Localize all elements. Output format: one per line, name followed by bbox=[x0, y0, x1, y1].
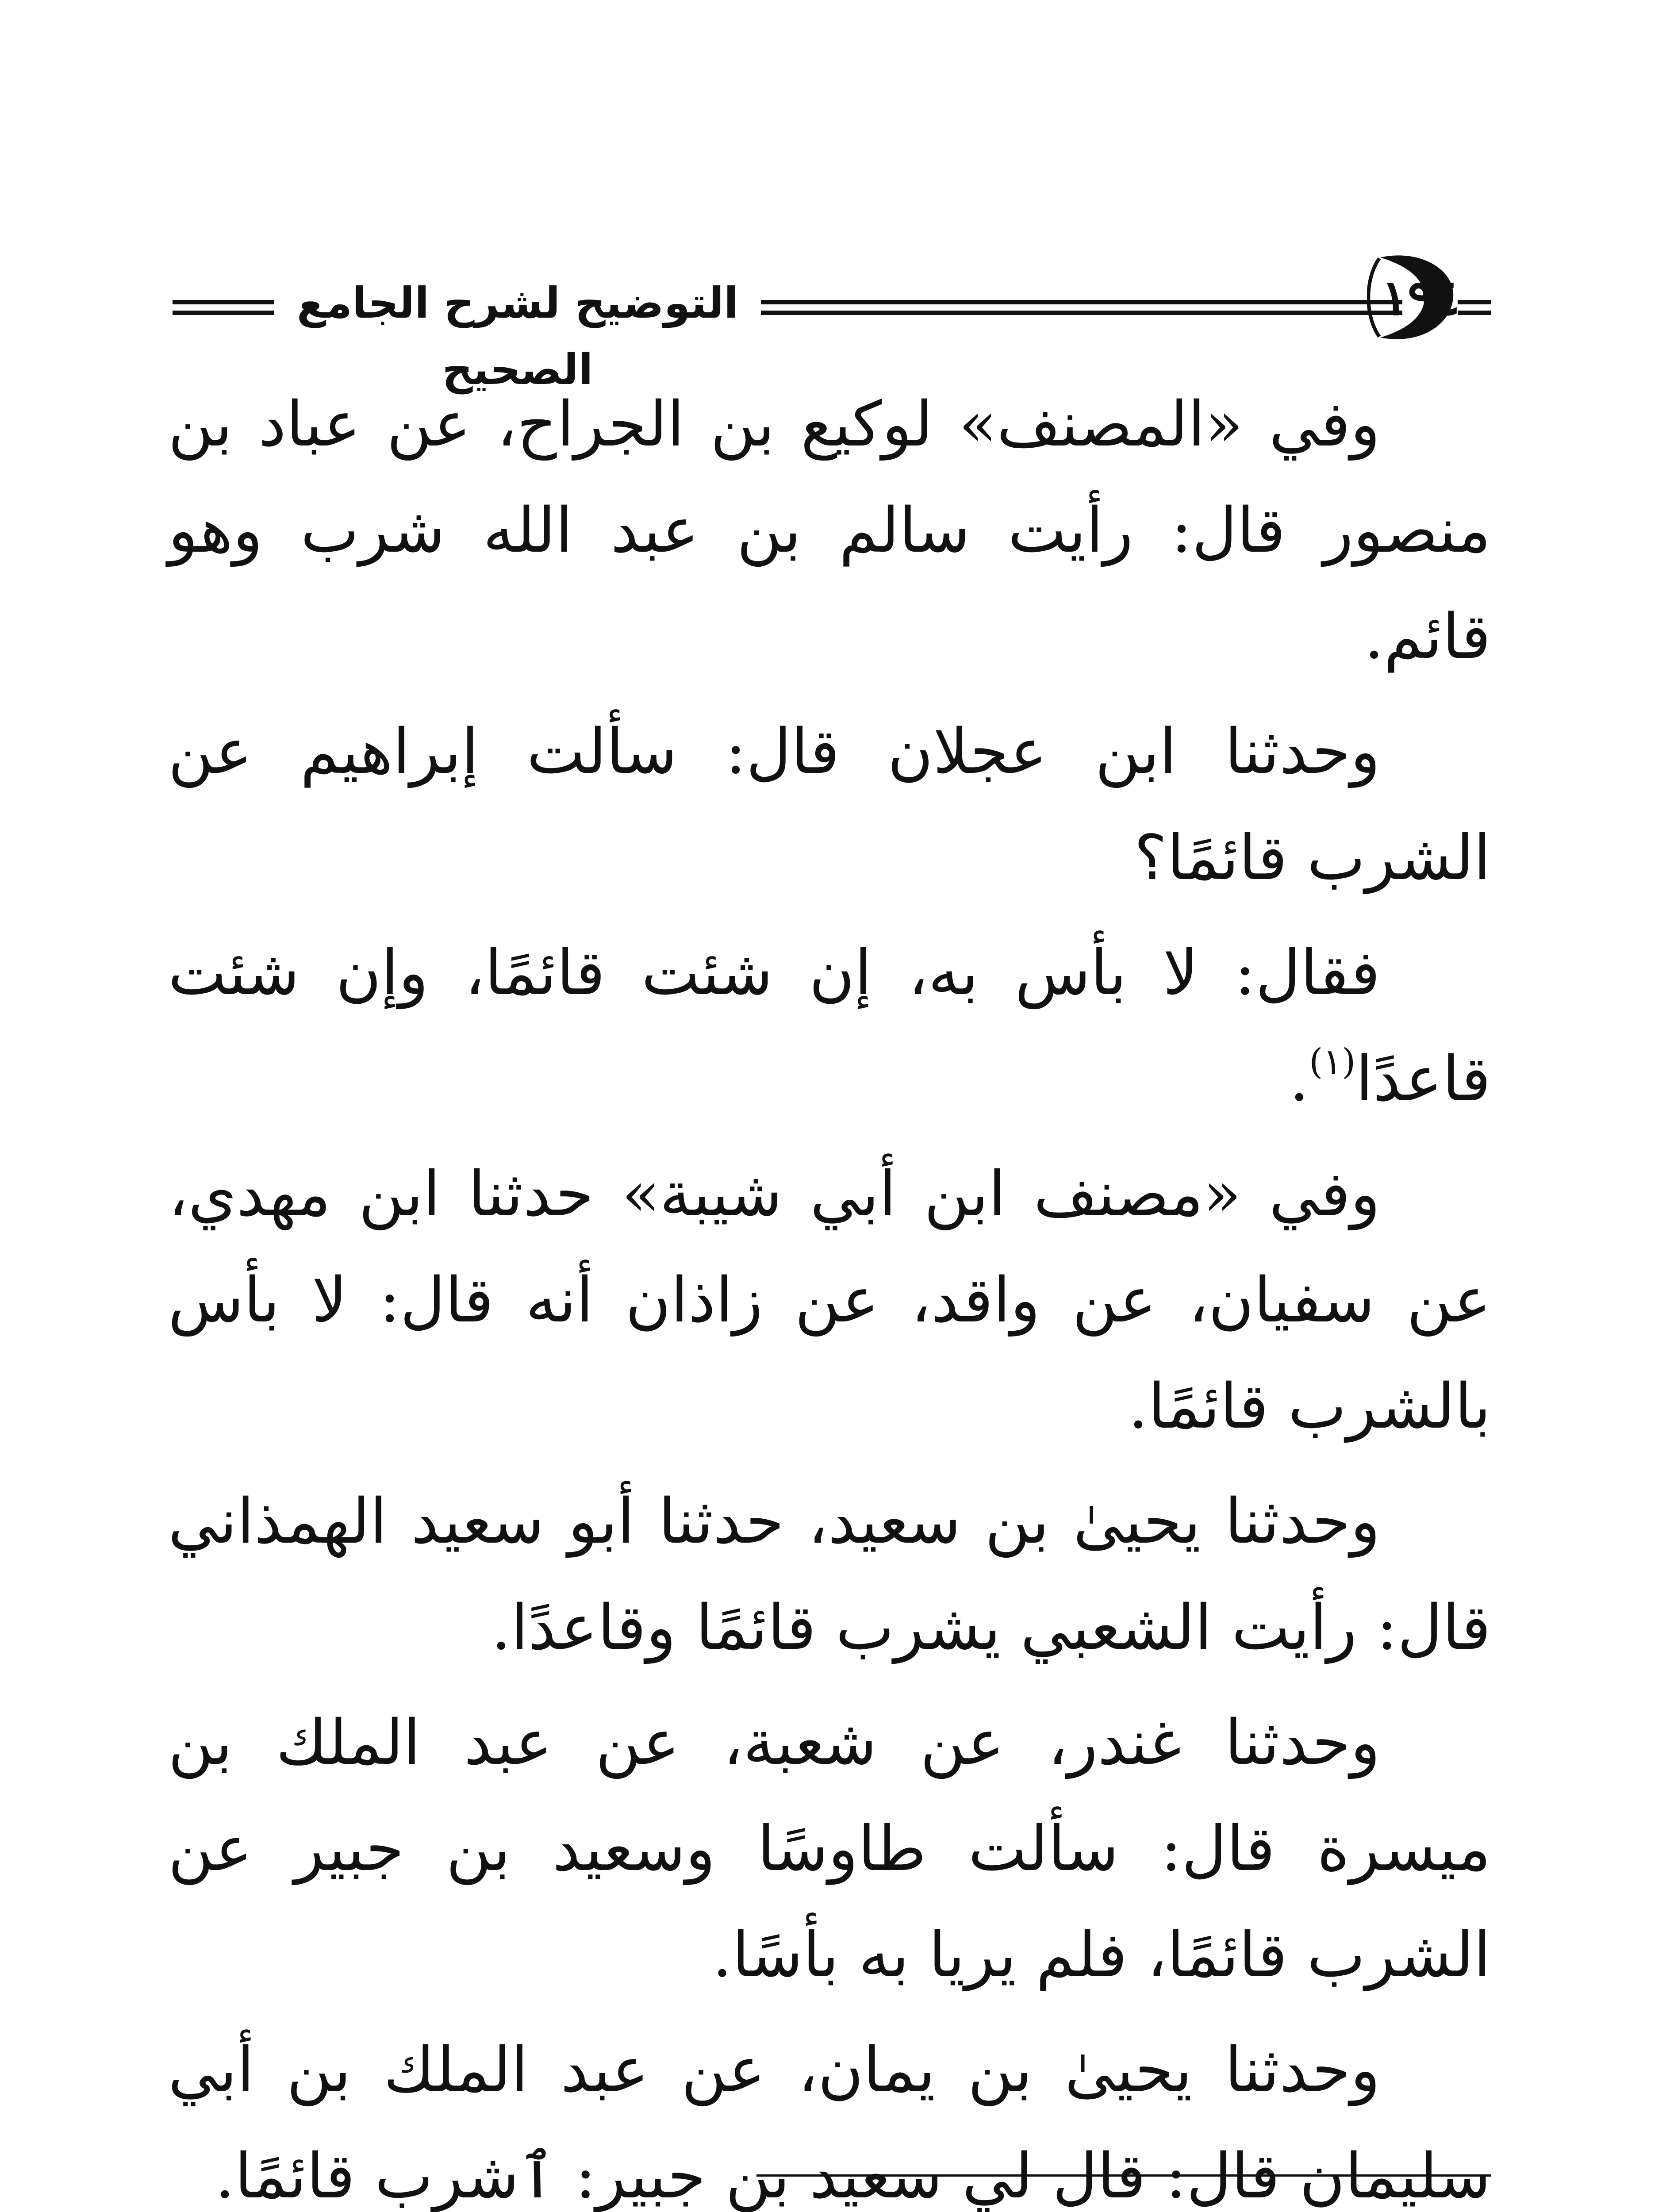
page-header bbox=[173, 252, 1491, 394]
footnote-text bbox=[168, 2201, 1416, 2212]
paragraph bbox=[168, 699, 1491, 911]
paragraph-text: وحدثنا غندر، عن شعبة، عن عبد الملك بن ميسرة قال: سألت طاوسًا وسعيد بن جبير عن الشرب قائمًا، فلم يريا به بأسًا. bbox=[168, 1707, 1491, 1991]
paragraph-text: وحدثنا يحيىٰ بن سعيد، حدثنا أبو سعيد الهمذاني قال: رأيت الشعبي يشرب قائمًا وقاعدًا. bbox=[168, 1486, 1491, 1664]
paragraph-text: وفي «المصنف» لوكيع بن الجراح، عن عباد بن منصور قال: رأيت سالم بن عبد الله شرب وهو قائم. bbox=[168, 388, 1491, 673]
paragraph bbox=[168, 372, 1491, 690]
paragraph bbox=[168, 1141, 1491, 1460]
paragraph-tail: . bbox=[1289, 1043, 1309, 1115]
footnote-number bbox=[1416, 2201, 1491, 2212]
header-rule-left bbox=[173, 300, 274, 304]
paragraph bbox=[168, 2017, 1491, 2212]
main-text bbox=[168, 372, 1491, 2212]
page-number: ١٩٤ bbox=[1381, 269, 1460, 326]
header-rule-right bbox=[1458, 300, 1491, 304]
footnote bbox=[168, 2201, 1491, 2212]
paragraph-text: فقال: لا بأس به، إن شئت قائمًا، وإن شئت قاعدًا bbox=[168, 937, 1491, 1115]
paragraph-text: وحدثنا ابن عجلان قال: سألت إبراهيم عن الشرب قائمًا؟ bbox=[168, 716, 1491, 894]
paragraph bbox=[168, 1469, 1491, 1681]
header-rule-middle bbox=[761, 300, 1402, 304]
footnote-separator bbox=[756, 2174, 1491, 2177]
paragraph bbox=[168, 920, 1491, 1133]
footnotes bbox=[168, 2201, 1491, 2212]
paragraph bbox=[168, 1690, 1491, 2008]
running-title: التوضيح لشرح الجامع الصحيح bbox=[296, 278, 739, 394]
paragraph-text: وفي «مصنف ابن أبي شيبة» حدثنا ابن مهدي، عن سفيان، عن واقد، عن زاذان أنه قال: لا بأس بالشرب قائمًا. bbox=[168, 1158, 1491, 1443]
footnote-ref: (١) bbox=[1309, 1041, 1356, 1082]
paragraph-text: وحدثنا يحيىٰ بن يمان، عن عبد الملك بن أبي سليمان قال: قال لي سعيد بن جبير: ٱشرب قائمًا. bbox=[168, 2034, 1491, 2212]
